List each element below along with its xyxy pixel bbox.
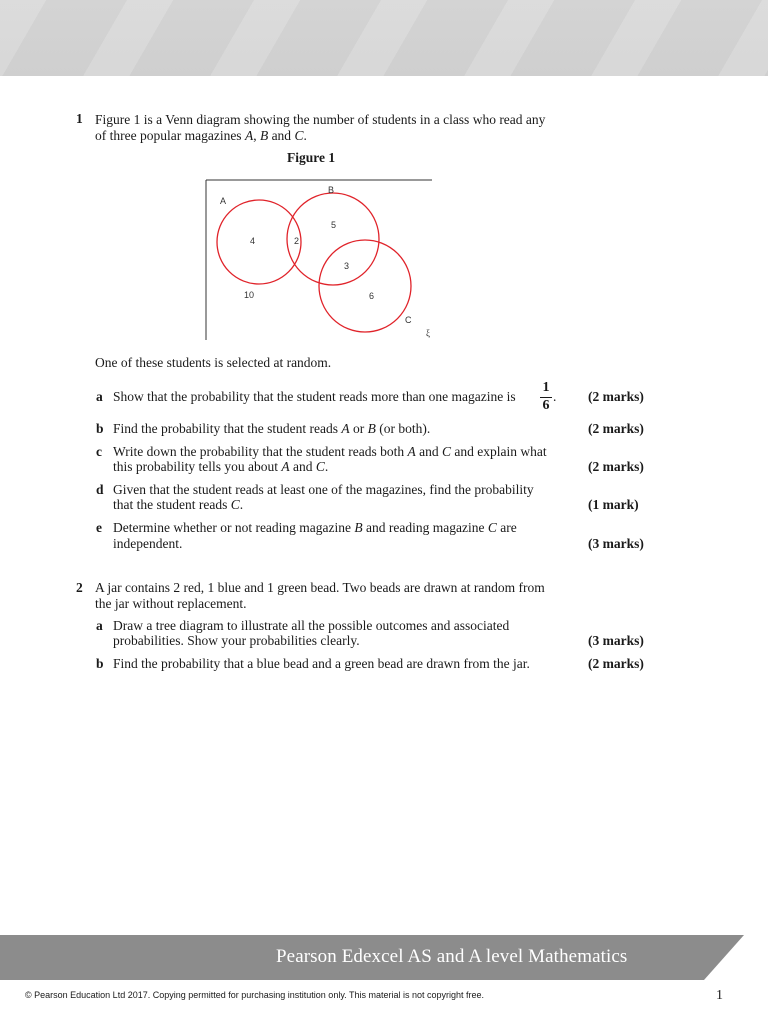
q1-part-b-marks: (2 marks) xyxy=(588,421,644,436)
question-2-number: 2 xyxy=(76,580,83,595)
venn-value-a-and-b: 2 xyxy=(294,236,300,246)
q1-part-b-text: Find the probability that the student reads A or B (or both). xyxy=(113,421,431,436)
q1-part-a-text: Show that the probability that the student reads more than one magazine is xyxy=(113,389,516,404)
q1-part-d-label: d xyxy=(96,482,104,497)
venn-value-only-b: 5 xyxy=(331,220,337,230)
figure-title: Figure 1 xyxy=(287,150,336,165)
q1-part-e-label: e xyxy=(96,520,102,535)
q1-part-a-label: a xyxy=(96,389,103,404)
q1-part-e-marks: (3 marks) xyxy=(588,536,644,551)
venn-label-a: A xyxy=(220,196,227,206)
q2-part-b-label: b xyxy=(96,656,104,671)
header-band xyxy=(0,0,768,76)
venn-circle-a xyxy=(217,200,301,284)
q1-part-c-line2: this probability tells you about A and C. xyxy=(113,459,329,474)
fraction-denominator: 6 xyxy=(542,398,550,413)
question-2-intro-line1: A jar contains 2 red, 1 blue and 1 green bead. Two beads are drawn at random from xyxy=(95,580,545,595)
footer-title: Pearson Edexcel AS and A level Mathematics xyxy=(276,946,628,967)
fraction-numerator: 1 xyxy=(542,380,550,395)
q2-part-b-marks: (2 marks) xyxy=(588,656,644,671)
q1-part-c-marks: (2 marks) xyxy=(588,459,644,474)
question-2-intro-line2: the jar without replacement. xyxy=(95,596,247,611)
q2-part-a-marks: (3 marks) xyxy=(588,633,644,648)
q1-part-a-period: . xyxy=(553,389,557,404)
venn-label-c: C xyxy=(405,315,412,325)
q1-part-b-label: b xyxy=(96,421,104,436)
copyright-notice: © Pearson Education Ltd 2017. Copying permitted for purchasing institution only. This material is not copyright free. xyxy=(25,990,485,1000)
q1-part-a-marks: (2 marks) xyxy=(588,389,644,404)
venn-diagram xyxy=(205,179,433,341)
selected-at-random-line: One of these students is selected at random. xyxy=(95,355,332,370)
question-1-number: 1 xyxy=(76,111,83,126)
question-1-intro-line2: of three popular magazines A, B and C. xyxy=(95,128,307,143)
q1-part-c-label: c xyxy=(96,444,102,459)
venn-value-b-and-c: 3 xyxy=(344,261,350,271)
q1-part-d-line2: that the student reads C. xyxy=(113,497,244,512)
q1-part-d-line1: Given that the student reads at least one of the magazines, find the probability xyxy=(113,482,534,497)
venn-label-b: B xyxy=(328,185,335,195)
q1-part-e-line1: Determine whether or not reading magazine B and reading magazine C are xyxy=(113,520,517,535)
venn-corner-xi: ξ xyxy=(426,328,431,338)
venn-value-only-a: 4 xyxy=(250,236,256,246)
header-band-pattern xyxy=(0,0,768,76)
venn-circle-c xyxy=(319,240,411,332)
q2-part-a-line1: Draw a tree diagram to illustrate all the possible outcomes and associated xyxy=(113,618,510,633)
q1-part-d-marks: (1 mark) xyxy=(588,497,639,512)
page-number: 1 xyxy=(716,988,723,1003)
q2-part-b-text: Find the probability that a blue bead and a green bead are drawn from the jar. xyxy=(113,656,530,671)
q2-part-a-line2: probabilities. Show your probabilities clearly. xyxy=(113,633,360,648)
venn-value-outside: 10 xyxy=(244,290,255,300)
question-1-intro-line1: Figure 1 is a Venn diagram showing the number of students in a class who read any xyxy=(95,112,546,127)
q1-part-c-line1: Write down the probability that the student reads both A and C and explain what xyxy=(113,444,547,459)
venn-value-only-c: 6 xyxy=(369,291,375,301)
q1-part-e-line2: independent. xyxy=(113,536,183,551)
q2-part-a-label: a xyxy=(96,618,103,633)
